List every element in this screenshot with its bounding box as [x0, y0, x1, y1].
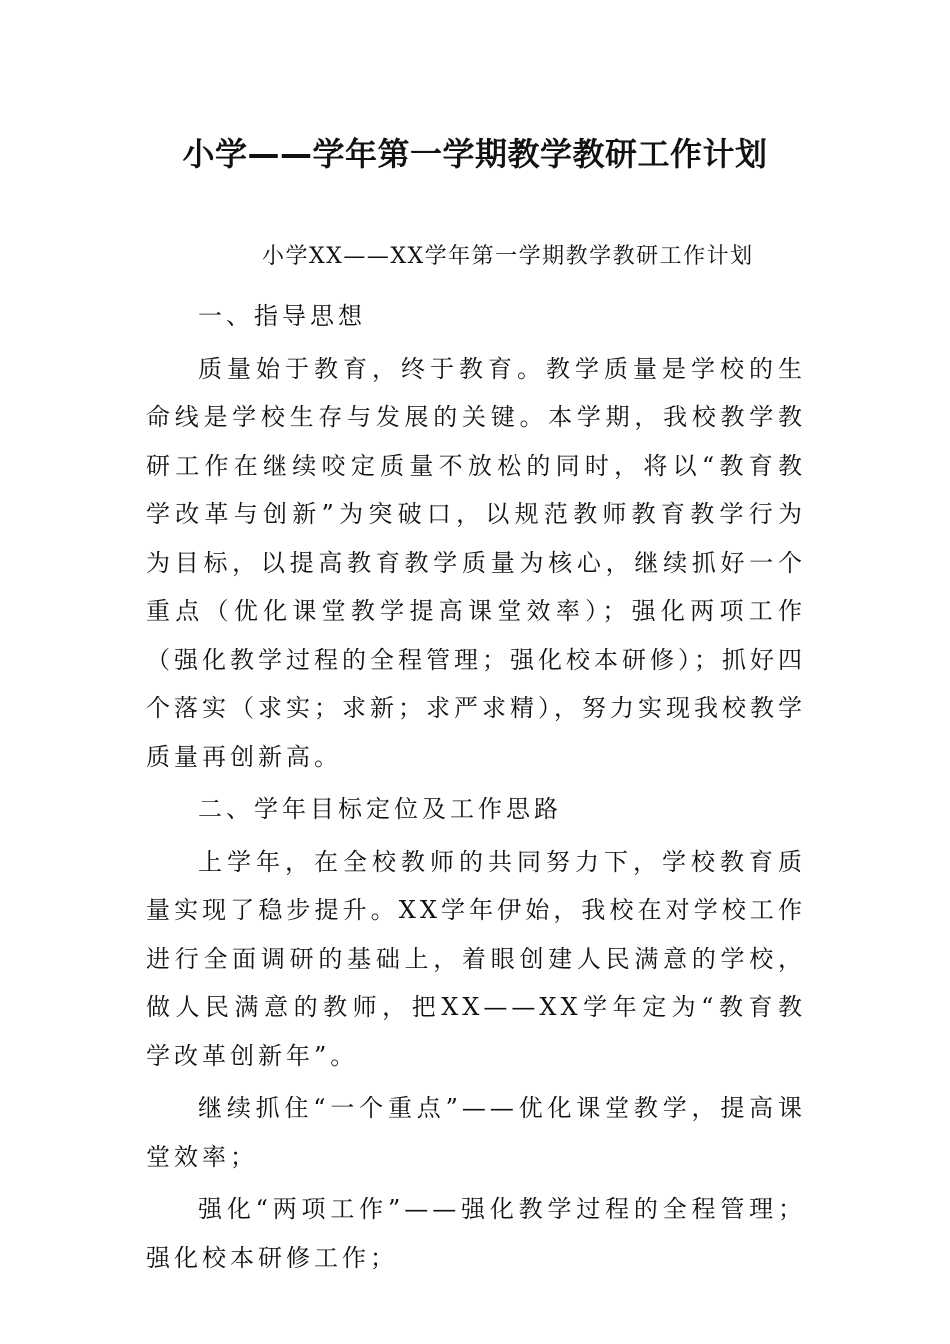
paragraph: 强化“两项工作”——强化教学过程的全程管理；强化校本研修工作； [146, 1195, 806, 1272]
paragraph: 质量始于教育，终于教育。教学质量是学校的生命线是学校生存与发展的关键。本学期，我校教学教研工作在继续咬定质量不放松的同时，将以“教育教学改革与创新”为突破口，以规范教师教育教学行为为目标，以提高教育教学质量为核心，继续抓好一个重点（优化课堂教学提高课堂效率）；强化两项工作（强化教学过程的全程管理；强化校本研修）；抓好四个落实（求实；求新；求严求精），努力实现我校教学质量再创新高。 [146, 354, 806, 771]
document-subtitle: 小学XX——XX学年第一学期教学教研工作计划 [262, 244, 754, 269]
paragraph: 上学年，在全校教师的共同努力下，学校教育质量实现了稳步提升。XX学年伊始，我校在对学校工作进行全面调研的基础上，着眼创建人民满意的学校，做人民满意的教师，把XX——XX学年定为“教育教学改革创新年”。 [146, 847, 806, 1070]
paragraph: 继续抓住“一个重点”——优化课堂教学，提高课堂效率； [146, 1094, 806, 1171]
document-title: 小学——学年第一学期教学教研工作计划 [182, 135, 768, 173]
document-body [146, 288, 806, 1286]
section-heading: 一、指导思想 [198, 302, 366, 330]
section-heading: 二、学年目标定位及工作思路 [198, 795, 562, 823]
